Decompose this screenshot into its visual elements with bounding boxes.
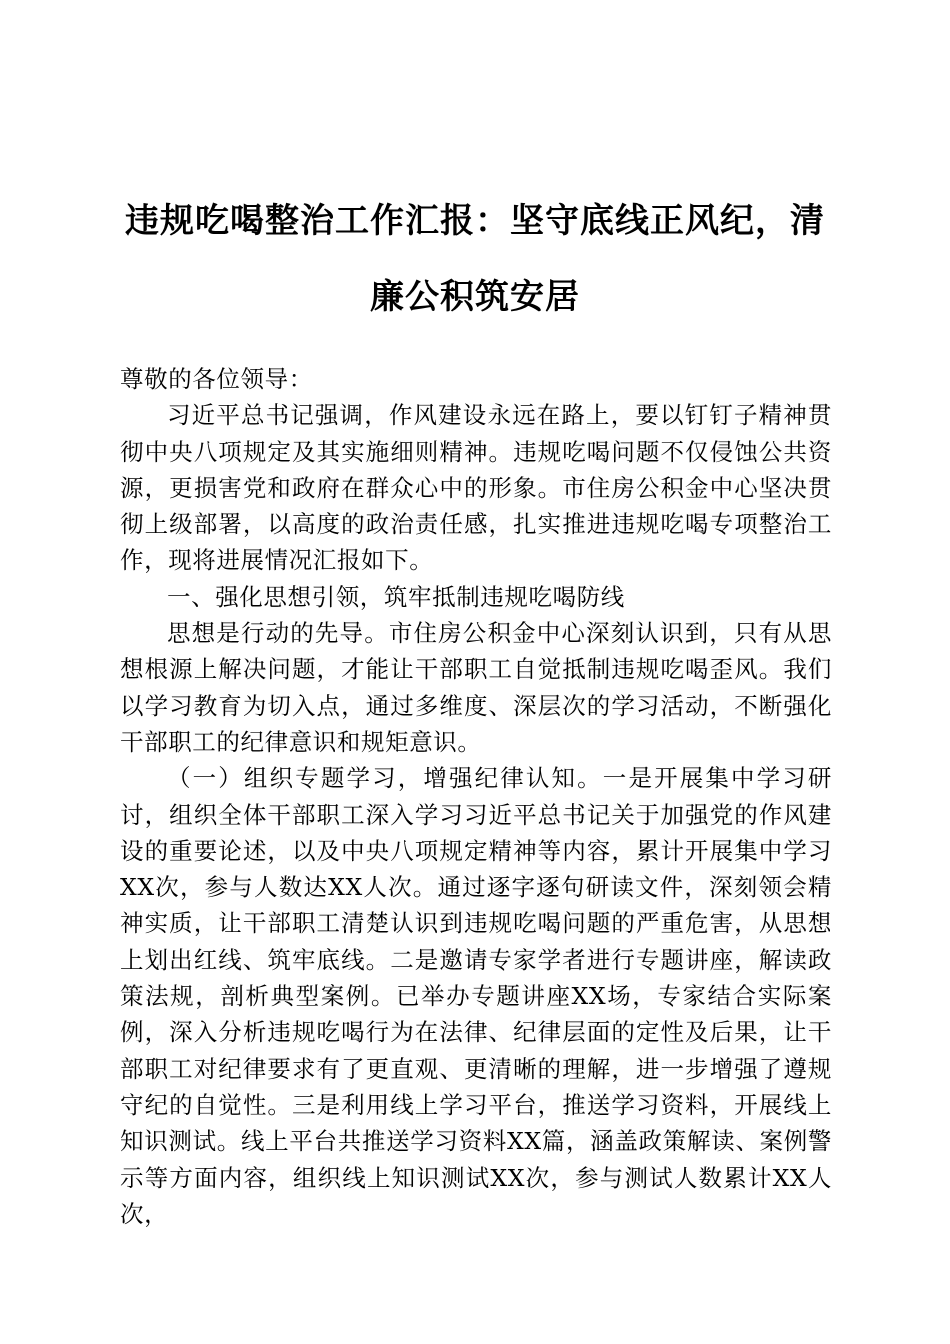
title-line-2: 廉公积筑安居 [370,276,580,317]
document-title [110,183,840,335]
intro-paragraph: 习近平总书记强调，作风建设永远在路上，要以钉钉子精神贯彻中央八项规定及其实施细则精神。违规吃喝问题不仅侵蚀公共资源，更损害党和政府在群众心中的形象。市住房公积金中心坚决贯彻上级部署，以高度的政治责任感，扎实推进违规吃喝专项整治工作，现将进展情况汇报如下。 [120,401,832,575]
title-line-1: 违规吃喝整治工作汇报：坚守底线正风纪，清 [125,200,825,241]
document-body [120,361,832,1232]
salutation: 尊敬的各位领导： [120,365,313,393]
section-1-paragraph: 思想是行动的先导。市住房公积金中心深刻认识到，只有从思想根源上解决问题，才能让干部职工自觉抵制违规吃喝歪风。我们以学习教育为切入点，通过多维度、深层次的学习活动，不断强化干部职工的纪律意识和规矩意识。 [120,619,832,756]
subsection-1-paragraph: （一）组织专题学习，增强纪律认知。一是开展集中学习研讨，组织全体干部职工深入学习习近平总书记关于加强党的作风建设的重要论述，以及中央八项规定精神等内容，累计开展集中学习XX次，参与人数达XX人次。通过逐字逐句研读文件，深刻领会精神实质，让干部职工清楚认识到违规吃喝问题的严重危害，从思想上划出红线、筑牢底线。二是邀请专家学者进行专题讲座，解读政策法规，剖析典型案例。已举办专题讲座XX场，专家结合实际案例，深入分析违规吃喝行为在法律、纪律层面的定性及后果，让干部职工对纪律要求有了更直观、更清晰的理解，进一步增强了遵规守纪的自觉性。三是利用线上学习平台，推送学习资料，开展线上知识测试。线上平台共推送学习资料XX篇，涵盖政策解读、案例警示等方面内容，组织线上知识测试XX次，参与测试人数累计XX人次， [120,764,832,1228]
section-1-heading: 一、强化思想引领，筑牢抵制违规吃喝防线 [167,582,625,611]
